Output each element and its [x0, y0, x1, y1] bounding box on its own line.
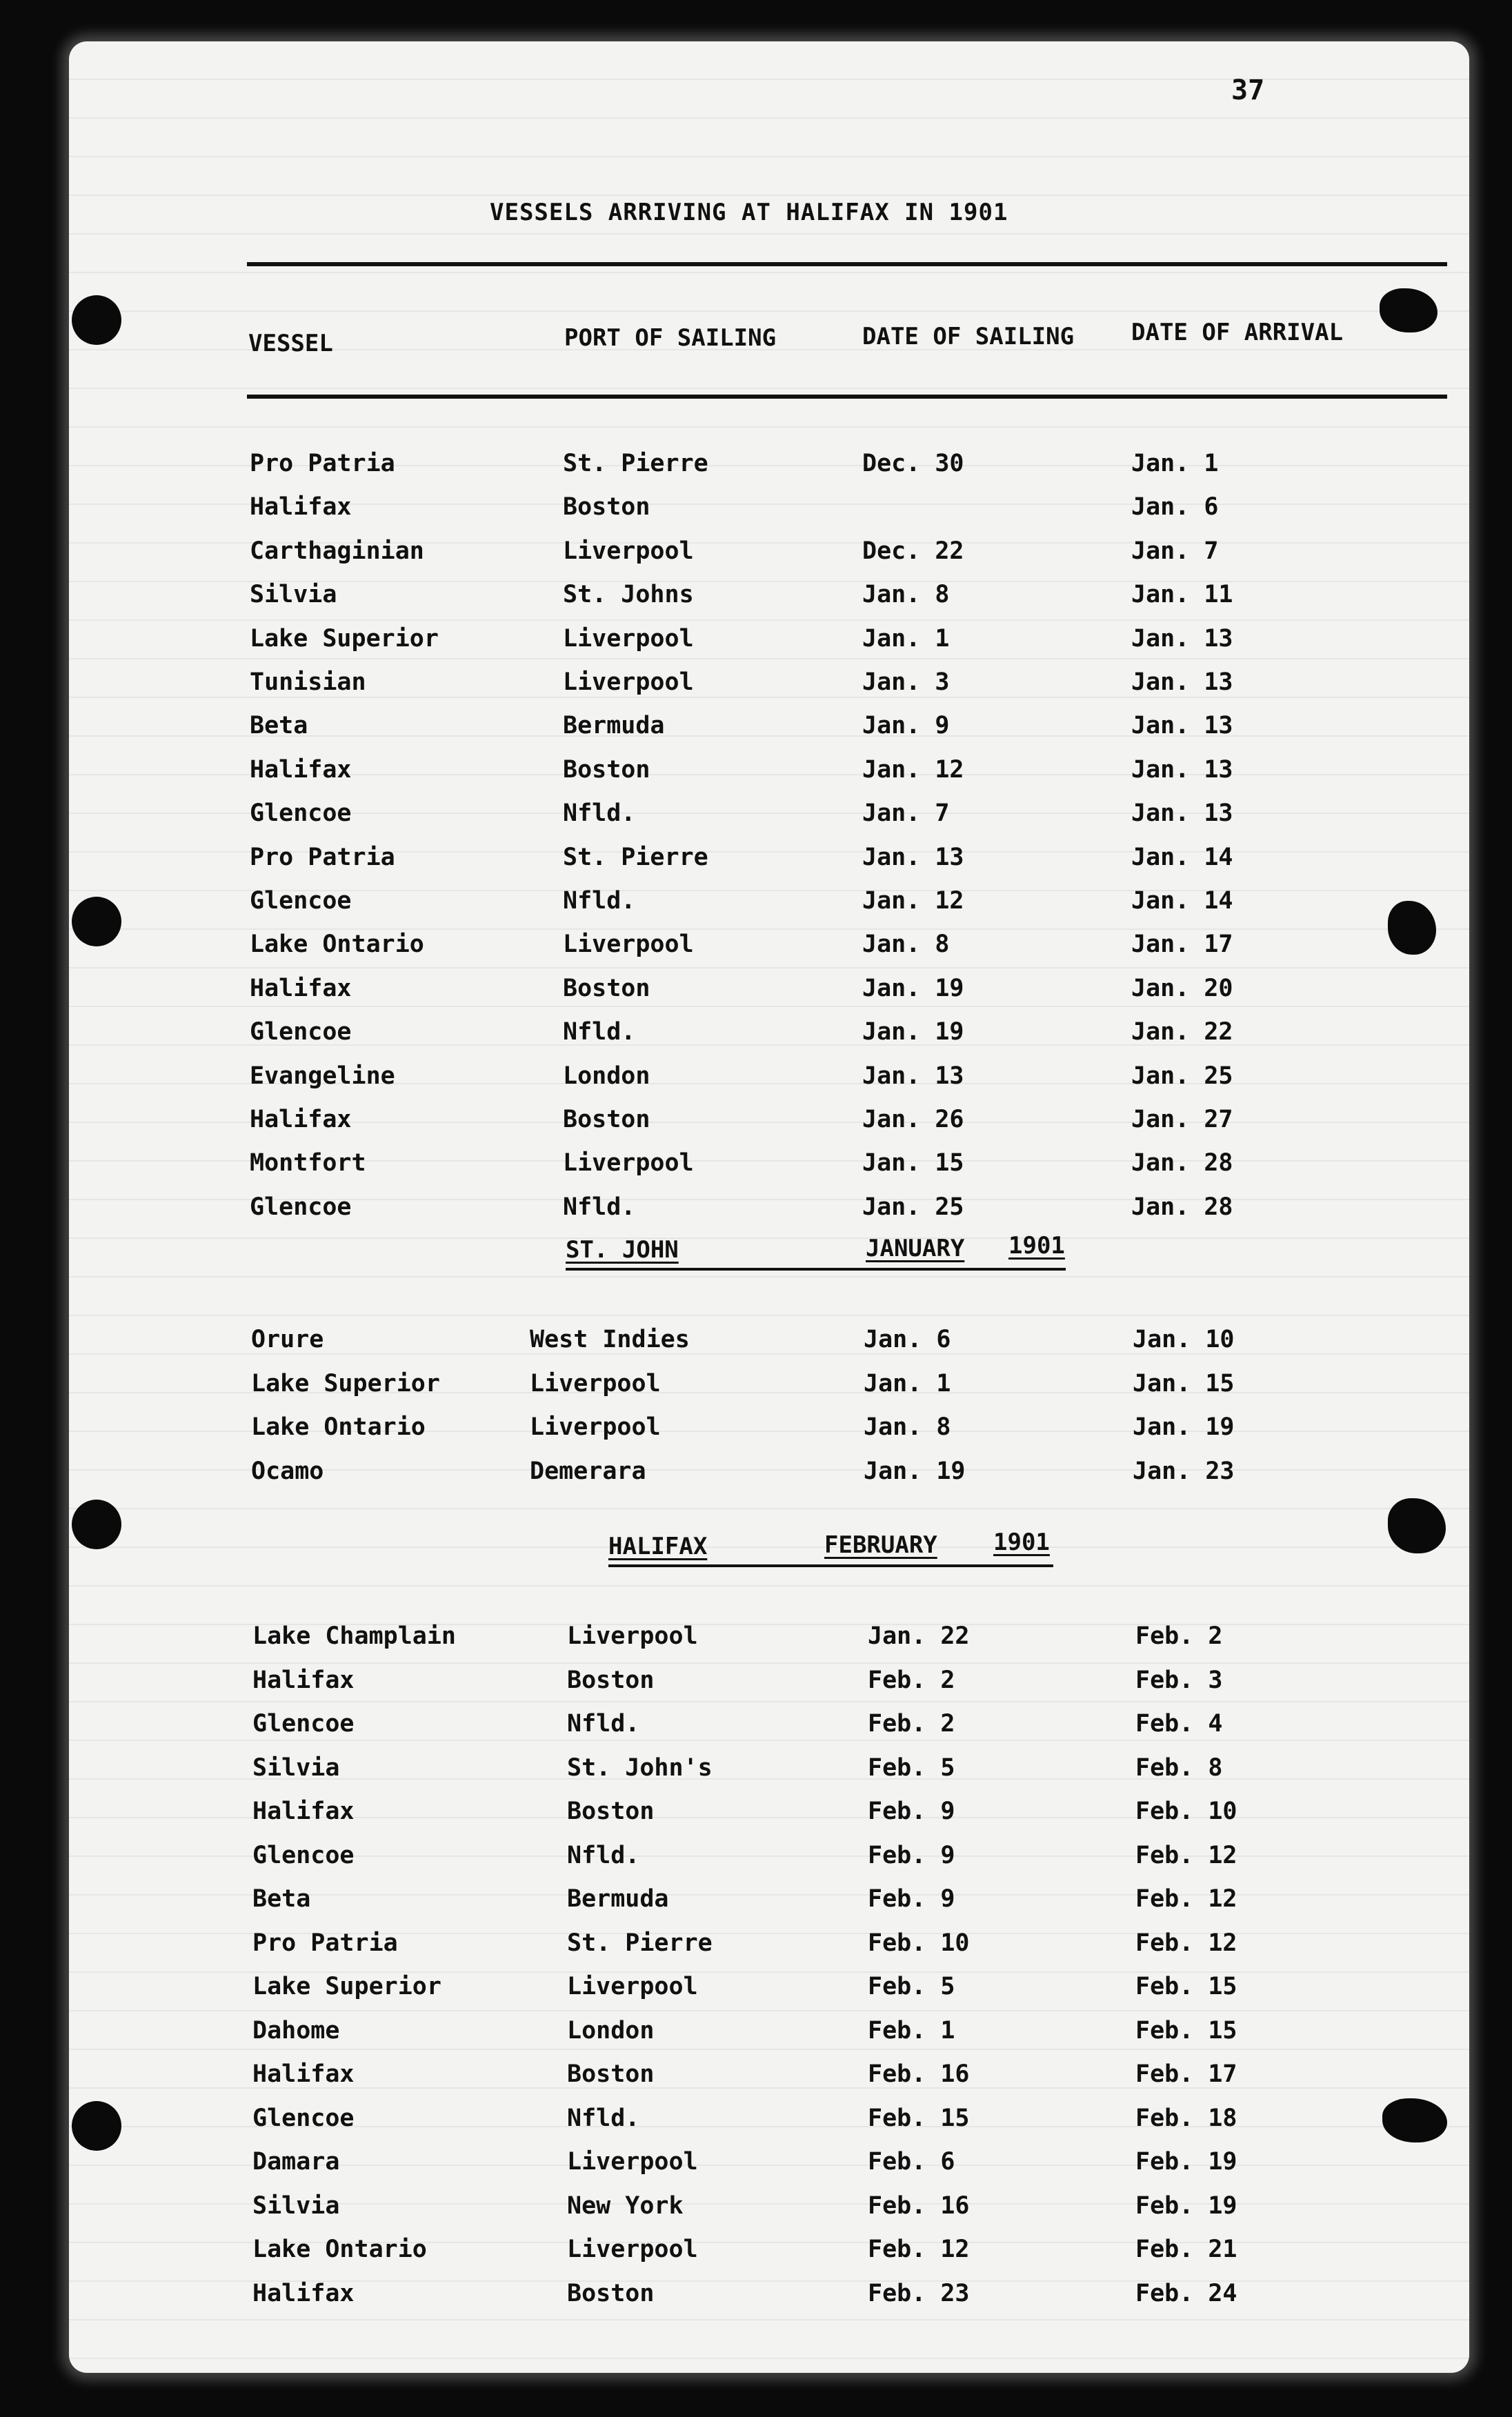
cell-port: Boston: [563, 974, 650, 1002]
cell-arrival: Feb. 21: [1135, 2236, 1237, 2263]
cell-port: Liverpool: [530, 1369, 661, 1398]
cell-vessel: Pro Patria: [250, 843, 395, 871]
cell-vessel: Lake Ontario: [252, 2236, 427, 2263]
cell-sailing: Feb. 9: [868, 1841, 955, 1869]
cell-port: Liverpool: [563, 668, 694, 696]
cell-arrival: Jan. 14: [1131, 843, 1233, 871]
halifax-feb-heading-year: 1901: [993, 1529, 1050, 1556]
cell-sailing: Jan. 7: [862, 799, 950, 828]
cell-sailing: Feb. 5: [868, 1973, 955, 2000]
cell-port: Nfld.: [563, 1193, 636, 1221]
cell-sailing: Jan. 19: [862, 974, 964, 1002]
cell-vessel: Evangeline: [250, 1062, 395, 1090]
cell-vessel: Silvia: [252, 1753, 340, 1782]
cell-vessel: Pro Patria: [250, 450, 395, 477]
cell-sailing: Jan. 6: [864, 1326, 951, 1353]
cell-vessel: Glencoe: [252, 2104, 355, 2132]
halifax-feb-heading-month: FEBRUARY: [824, 1531, 937, 1559]
cell-arrival: Jan. 27: [1131, 1106, 1233, 1133]
cell-sailing: Feb. 23: [868, 2279, 970, 2307]
cell-port: Boston: [563, 1106, 650, 1133]
cell-arrival: Jan. 11: [1131, 581, 1233, 609]
cell-vessel: Halifax: [250, 755, 352, 784]
cell-arrival: Jan. 6: [1131, 493, 1219, 521]
cell-port: Liverpool: [563, 931, 694, 959]
st-john-heading-place: ST. JOHN: [566, 1236, 679, 1264]
cell-vessel: Halifax: [252, 1666, 355, 1694]
cell-port: St. Pierre: [567, 1929, 713, 1957]
cell-vessel: Glencoe: [252, 1841, 355, 1869]
cell-vessel: Silvia: [250, 581, 337, 609]
cell-vessel: Halifax: [252, 2060, 355, 2088]
cell-arrival: Jan. 13: [1131, 668, 1233, 696]
cell-arrival: Feb. 10: [1135, 1798, 1237, 1825]
cell-vessel: Ocamo: [251, 1457, 324, 1485]
cell-vessel: Lake Superior: [252, 1973, 441, 2000]
header-sailing: DATE OF SAILING: [862, 323, 1075, 350]
cell-sailing: Feb. 9: [868, 1798, 955, 1825]
cell-sailing: Feb. 2: [868, 1666, 955, 1694]
header-bottom-rule: [247, 395, 1447, 399]
cell-port: London: [563, 1062, 650, 1090]
cell-port: St. Johns: [563, 581, 694, 609]
cell-arrival: Feb. 12: [1135, 1841, 1237, 1869]
st-john-heading-underline: [566, 1268, 1066, 1271]
cell-arrival: Feb. 3: [1135, 1666, 1223, 1694]
cell-port: Boston: [567, 1798, 655, 1825]
cell-sailing: Jan. 25: [862, 1193, 964, 1221]
cell-sailing: Feb. 9: [868, 1885, 955, 1913]
cell-arrival: Jan. 14: [1131, 887, 1233, 915]
cell-arrival: Jan. 15: [1133, 1369, 1235, 1398]
cell-arrival: Jan. 20: [1131, 974, 1233, 1002]
st-john-heading-year: 1901: [1008, 1232, 1065, 1260]
header-top-rule: [247, 262, 1447, 266]
cell-arrival: Jan. 28: [1131, 1193, 1233, 1221]
cell-port: St. John's: [567, 1753, 713, 1782]
cell-sailing: Jan. 19: [864, 1457, 966, 1485]
cell-sailing: Jan. 9: [862, 712, 950, 740]
cell-port: Liverpool: [563, 537, 694, 565]
cell-vessel: Halifax: [250, 974, 352, 1002]
cell-vessel: Damara: [252, 2148, 340, 2176]
cell-vessel: Tunisian: [250, 668, 366, 696]
cell-arrival: Jan. 10: [1133, 1326, 1235, 1353]
cell-port: Boston: [563, 493, 650, 521]
cell-vessel: Glencoe: [252, 1710, 355, 1738]
cell-vessel: Glencoe: [250, 799, 352, 828]
cell-sailing: Jan. 13: [862, 843, 964, 871]
document-page: [69, 41, 1469, 2373]
cell-port: St. Pierre: [563, 843, 708, 871]
halifax-feb-heading-underline: [608, 1564, 1053, 1567]
cell-sailing: Jan. 8: [864, 1413, 951, 1441]
cell-port: St. Pierre: [563, 450, 708, 477]
cell-vessel: Carthaginian: [250, 537, 424, 565]
binder-hole-left-4: [72, 2101, 121, 2151]
cell-arrival: Jan. 17: [1131, 931, 1233, 959]
cell-port: Nfld.: [563, 887, 636, 915]
cell-port: London: [567, 2016, 655, 2045]
cell-sailing: Feb. 12: [868, 2236, 970, 2263]
cell-vessel: Halifax: [252, 1798, 355, 1825]
cell-arrival: Jan. 22: [1131, 1018, 1233, 1046]
cell-arrival: Feb. 4: [1135, 1710, 1223, 1738]
binder-hole-left-1: [72, 295, 121, 345]
cell-sailing: Feb. 1: [868, 2016, 955, 2045]
cell-arrival: Feb. 17: [1135, 2060, 1237, 2088]
cell-port: Nfld.: [563, 1018, 636, 1046]
cell-sailing: Jan. 8: [862, 931, 950, 959]
cell-port: Liverpool: [567, 2148, 698, 2176]
cell-arrival: Feb. 2: [1135, 1622, 1223, 1650]
cell-arrival: Feb. 24: [1135, 2279, 1237, 2307]
header-vessel: VESSEL: [248, 330, 333, 357]
cell-arrival: Jan. 13: [1131, 712, 1233, 740]
cell-sailing: Jan. 3: [862, 668, 950, 696]
cell-port: Demerara: [530, 1457, 646, 1485]
page-number: 37: [1231, 74, 1265, 106]
cell-sailing: Jan. 12: [862, 755, 964, 784]
cell-sailing: Feb. 6: [868, 2148, 955, 2176]
cell-arrival: Jan. 25: [1131, 1062, 1233, 1090]
cell-vessel: Lake Ontario: [251, 1413, 426, 1441]
cell-arrival: Feb. 8: [1135, 1753, 1223, 1782]
cell-sailing: Jan. 22: [868, 1622, 970, 1650]
cell-sailing: Feb. 10: [868, 1929, 970, 1957]
cell-port: Bermuda: [567, 1885, 669, 1913]
cell-vessel: Silvia: [252, 2191, 340, 2220]
cell-arrival: Feb. 19: [1135, 2191, 1237, 2220]
header-port: PORT OF SAILING: [564, 324, 777, 352]
cell-vessel: Halifax: [250, 1106, 352, 1133]
halifax-feb-heading-place: HALIFAX: [608, 1533, 708, 1560]
cell-sailing: Feb. 16: [868, 2191, 970, 2220]
cell-sailing: Jan. 1: [862, 624, 950, 653]
cell-arrival: Feb. 15: [1135, 2016, 1237, 2045]
cell-port: Bermuda: [563, 712, 665, 740]
cell-arrival: Jan. 23: [1133, 1457, 1235, 1485]
cell-arrival: Jan. 1: [1131, 450, 1219, 477]
st-john-heading-month: JANUARY: [866, 1235, 965, 1262]
cell-arrival: Jan. 7: [1131, 537, 1219, 565]
cell-arrival: Feb. 18: [1135, 2104, 1237, 2132]
cell-sailing: Jan. 19: [862, 1018, 964, 1046]
cell-sailing: Jan. 13: [862, 1062, 964, 1090]
cell-sailing: Jan. 26: [862, 1106, 964, 1133]
cell-port: Boston: [567, 2279, 655, 2307]
cell-vessel: Orure: [251, 1326, 324, 1353]
cell-arrival: Feb. 15: [1135, 1973, 1237, 2000]
cell-sailing: Jan. 15: [862, 1149, 964, 1177]
cell-vessel: Glencoe: [250, 1193, 352, 1221]
cell-vessel: Beta: [252, 1885, 311, 1913]
cell-sailing: Feb. 2: [868, 1710, 955, 1738]
cell-arrival: Jan. 13: [1131, 799, 1233, 828]
cell-port: Nfld.: [563, 799, 636, 828]
cell-vessel: Glencoe: [250, 1018, 352, 1046]
cell-vessel: Lake Champlain: [252, 1622, 457, 1650]
cell-port: Liverpool: [563, 1149, 694, 1177]
cell-vessel: Glencoe: [250, 887, 352, 915]
cell-vessel: Pro Patria: [252, 1929, 398, 1957]
cell-port: Nfld.: [567, 1841, 640, 1869]
cell-port: Liverpool: [567, 2236, 698, 2263]
cell-vessel: Lake Superior: [251, 1369, 440, 1398]
cell-sailing: Feb. 16: [868, 2060, 970, 2088]
cell-port: Nfld.: [567, 2104, 640, 2132]
cell-port: Boston: [567, 2060, 655, 2088]
cell-arrival: Jan. 13: [1131, 755, 1233, 784]
cell-port: Liverpool: [567, 1973, 698, 2000]
binder-hole-left-2: [72, 897, 121, 946]
page-title: VESSELS ARRIVING AT HALIFAX IN 1901: [490, 199, 1008, 226]
cell-port: New York: [567, 2191, 684, 2220]
cell-arrival: Feb. 12: [1135, 1929, 1237, 1957]
cell-port: Liverpool: [530, 1413, 661, 1441]
cell-sailing: Feb. 15: [868, 2104, 970, 2132]
cell-vessel: Lake Ontario: [250, 931, 424, 959]
cell-port: Nfld.: [567, 1710, 640, 1738]
cell-sailing: Dec. 30: [862, 450, 964, 477]
cell-arrival: Jan. 13: [1131, 624, 1233, 653]
cell-port: West Indies: [530, 1326, 690, 1353]
cell-sailing: Jan. 12: [862, 887, 964, 915]
cell-port: Boston: [567, 1666, 655, 1694]
cell-vessel: Dahome: [252, 2016, 340, 2045]
cell-arrival: Feb. 12: [1135, 1885, 1237, 1913]
cell-port: Boston: [563, 755, 650, 784]
cell-arrival: Jan. 28: [1131, 1149, 1233, 1177]
cell-port: Liverpool: [567, 1622, 698, 1650]
cell-vessel: Halifax: [252, 2279, 355, 2307]
cell-vessel: Halifax: [250, 493, 352, 521]
cell-arrival: Feb. 19: [1135, 2148, 1237, 2176]
cell-sailing: Jan. 8: [862, 581, 950, 609]
cell-sailing: Dec. 22: [862, 537, 964, 565]
cell-vessel: Montfort: [250, 1149, 366, 1177]
cell-sailing: Feb. 5: [868, 1753, 955, 1782]
cell-vessel: Beta: [250, 712, 308, 740]
cell-vessel: Lake Superior: [250, 624, 439, 653]
cell-sailing: Jan. 1: [864, 1369, 951, 1398]
binder-hole-left-3: [72, 1500, 121, 1549]
cell-arrival: Jan. 19: [1133, 1413, 1235, 1441]
cell-port: Liverpool: [563, 624, 694, 653]
header-arrival: DATE OF ARRIVAL: [1131, 319, 1344, 346]
